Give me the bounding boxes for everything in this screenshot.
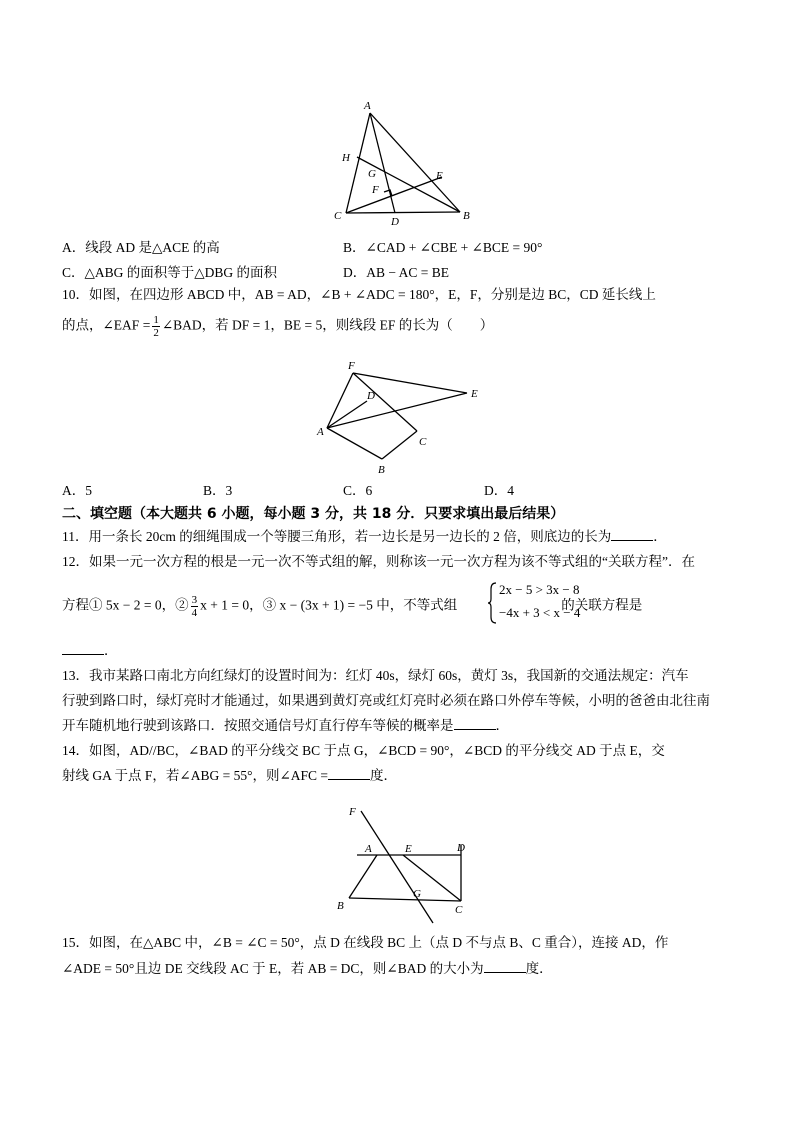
q13-line3: 开车随机地行驶到该路口．按照交通信号灯直行停车等候的概率是 ． [62,718,509,733]
q12-line2: 方程① 5x − 2 = 0，② $\frac{3}{4}$ x + 1 = 0，③ x − (3x + 1) = −5 中，不等式组 的关联方程是 [62,594,643,619]
q13-line2: 行驶到路口时，绿灯亮时才能通过，如果遇到黄灯亮或红灯亮时必须在路口外停车等候，小明的爸爸由北往南 [62,693,710,708]
fig10-label-a: A [317,426,324,438]
q9-option-b: B．∠CAD + ∠CBE + ∠BCE = 90° [343,240,543,255]
q11-answer-blank [611,528,653,541]
fig14-label-g: G [413,888,421,900]
q15-line2: ∠ADE = 50°且边 DE 交线段 AC 于 E，若 AB = DC，则∠BAD 的大小为 度． [62,961,553,976]
figure-q14 [335,793,475,925]
q13-answer-blank [454,717,496,730]
figure-q9 [320,95,480,230]
fig9-label-g: G [368,168,376,180]
fig14-label-e: E [405,843,412,855]
fig9-label-b: B [463,210,470,222]
fig14-label-b: B [337,900,344,912]
fig14-label-f: F [349,806,356,818]
fig14-label-c: C [455,904,463,916]
q12-line1: 12．如果一元一次方程的根是一元一次不等式组的解，则称该一元一次方程为该不等式组的“关联方程”．在 [62,554,695,569]
figure-q10 [315,355,490,477]
q10-line2: 的点，∠EAF = $\frac{1}{2}$ ∠BAD，若 DF = 1，BE = 5，则线段 EF 的长为（ ） [62,314,494,339]
q9-option-d: D．AB − AC = BE [343,265,449,280]
q9-option-a: A．线段 AD 是△ACE 的高 [62,240,220,255]
q12-inequality-2: −4x + 3 < x − 4 [499,605,581,620]
fig10-label-f: F [348,360,355,372]
q11: 11．用一条长 20cm 的细绳围成一个等腰三角形，若一边长是另一边长的 2 倍，则底边的长为 ． [62,529,667,544]
q10-option-a: A．5 [62,483,92,498]
fig10-label-c: C [419,436,427,448]
q10-fraction: $\frac{1}{2}$ [153,314,159,339]
fig9-label-h: H [342,152,350,164]
q9-option-c: C．△ABG 的面积等于△DBG 的面积 [62,265,278,280]
fig9-label-e: E [436,170,443,182]
fig10-label-e: E [471,388,478,400]
q14-line1: 14．如图，AD//BC，∠BAD 的平分线交 BC 于点 G，∠BCD = 90°，∠BCD 的平分线交 AD 于点 E，交 [62,743,665,758]
fig10-label-d: D [367,390,375,402]
q10-line1: 10．如图，在四边形 ABCD 中，AB = AD，∠B + ∠ADC = 180°，E，F，分别是边 BC，CD 延长线上 [62,287,656,302]
fig14-label-a: A [365,843,372,855]
q12-answer-blank [62,642,104,655]
q12-answer-line: ． [62,642,118,660]
q15-answer-blank [484,960,526,973]
q10-option-b: B．3 [203,483,233,498]
fig9-label-d: D [391,216,399,228]
q15-line1: 15．如图，在△ABC 中，∠B = ∠C = 50°，点 D 在线段 BC 上（点 D 不与点 B、C 重合），连接 AD，作 [62,935,669,950]
q12-fraction: $\frac{3}{4}$ [191,594,198,619]
q10-option-c: C．6 [343,483,373,498]
fig10-label-b: B [378,464,385,476]
q12-brace [488,581,498,625]
q12-inequality-1: 2x − 5 > 3x − 8 [499,582,580,597]
fig9-label-a: A [364,100,371,112]
fig9-label-f: F [372,184,379,196]
fig14-label-d: D [457,842,465,854]
q14-line2: 射线 GA 于点 F，若∠ABG = 55°，则∠AFC = 度． [62,768,398,783]
fig9-label-c: C [334,210,342,222]
q10-option-d: D．4 [484,483,514,498]
q13-line1: 13．我市某路口南北方向红绿灯的设置时间为：红灯 40s，绿灯 60s，黄灯 3s，我国新的交通法规定：汽车 [62,668,689,683]
q14-answer-blank [328,767,370,780]
section-title-fill-in: 二、填空题（本大题共 6 小题，每小题 3 分，共 18 分．只要求填出最后结果） [62,506,565,522]
